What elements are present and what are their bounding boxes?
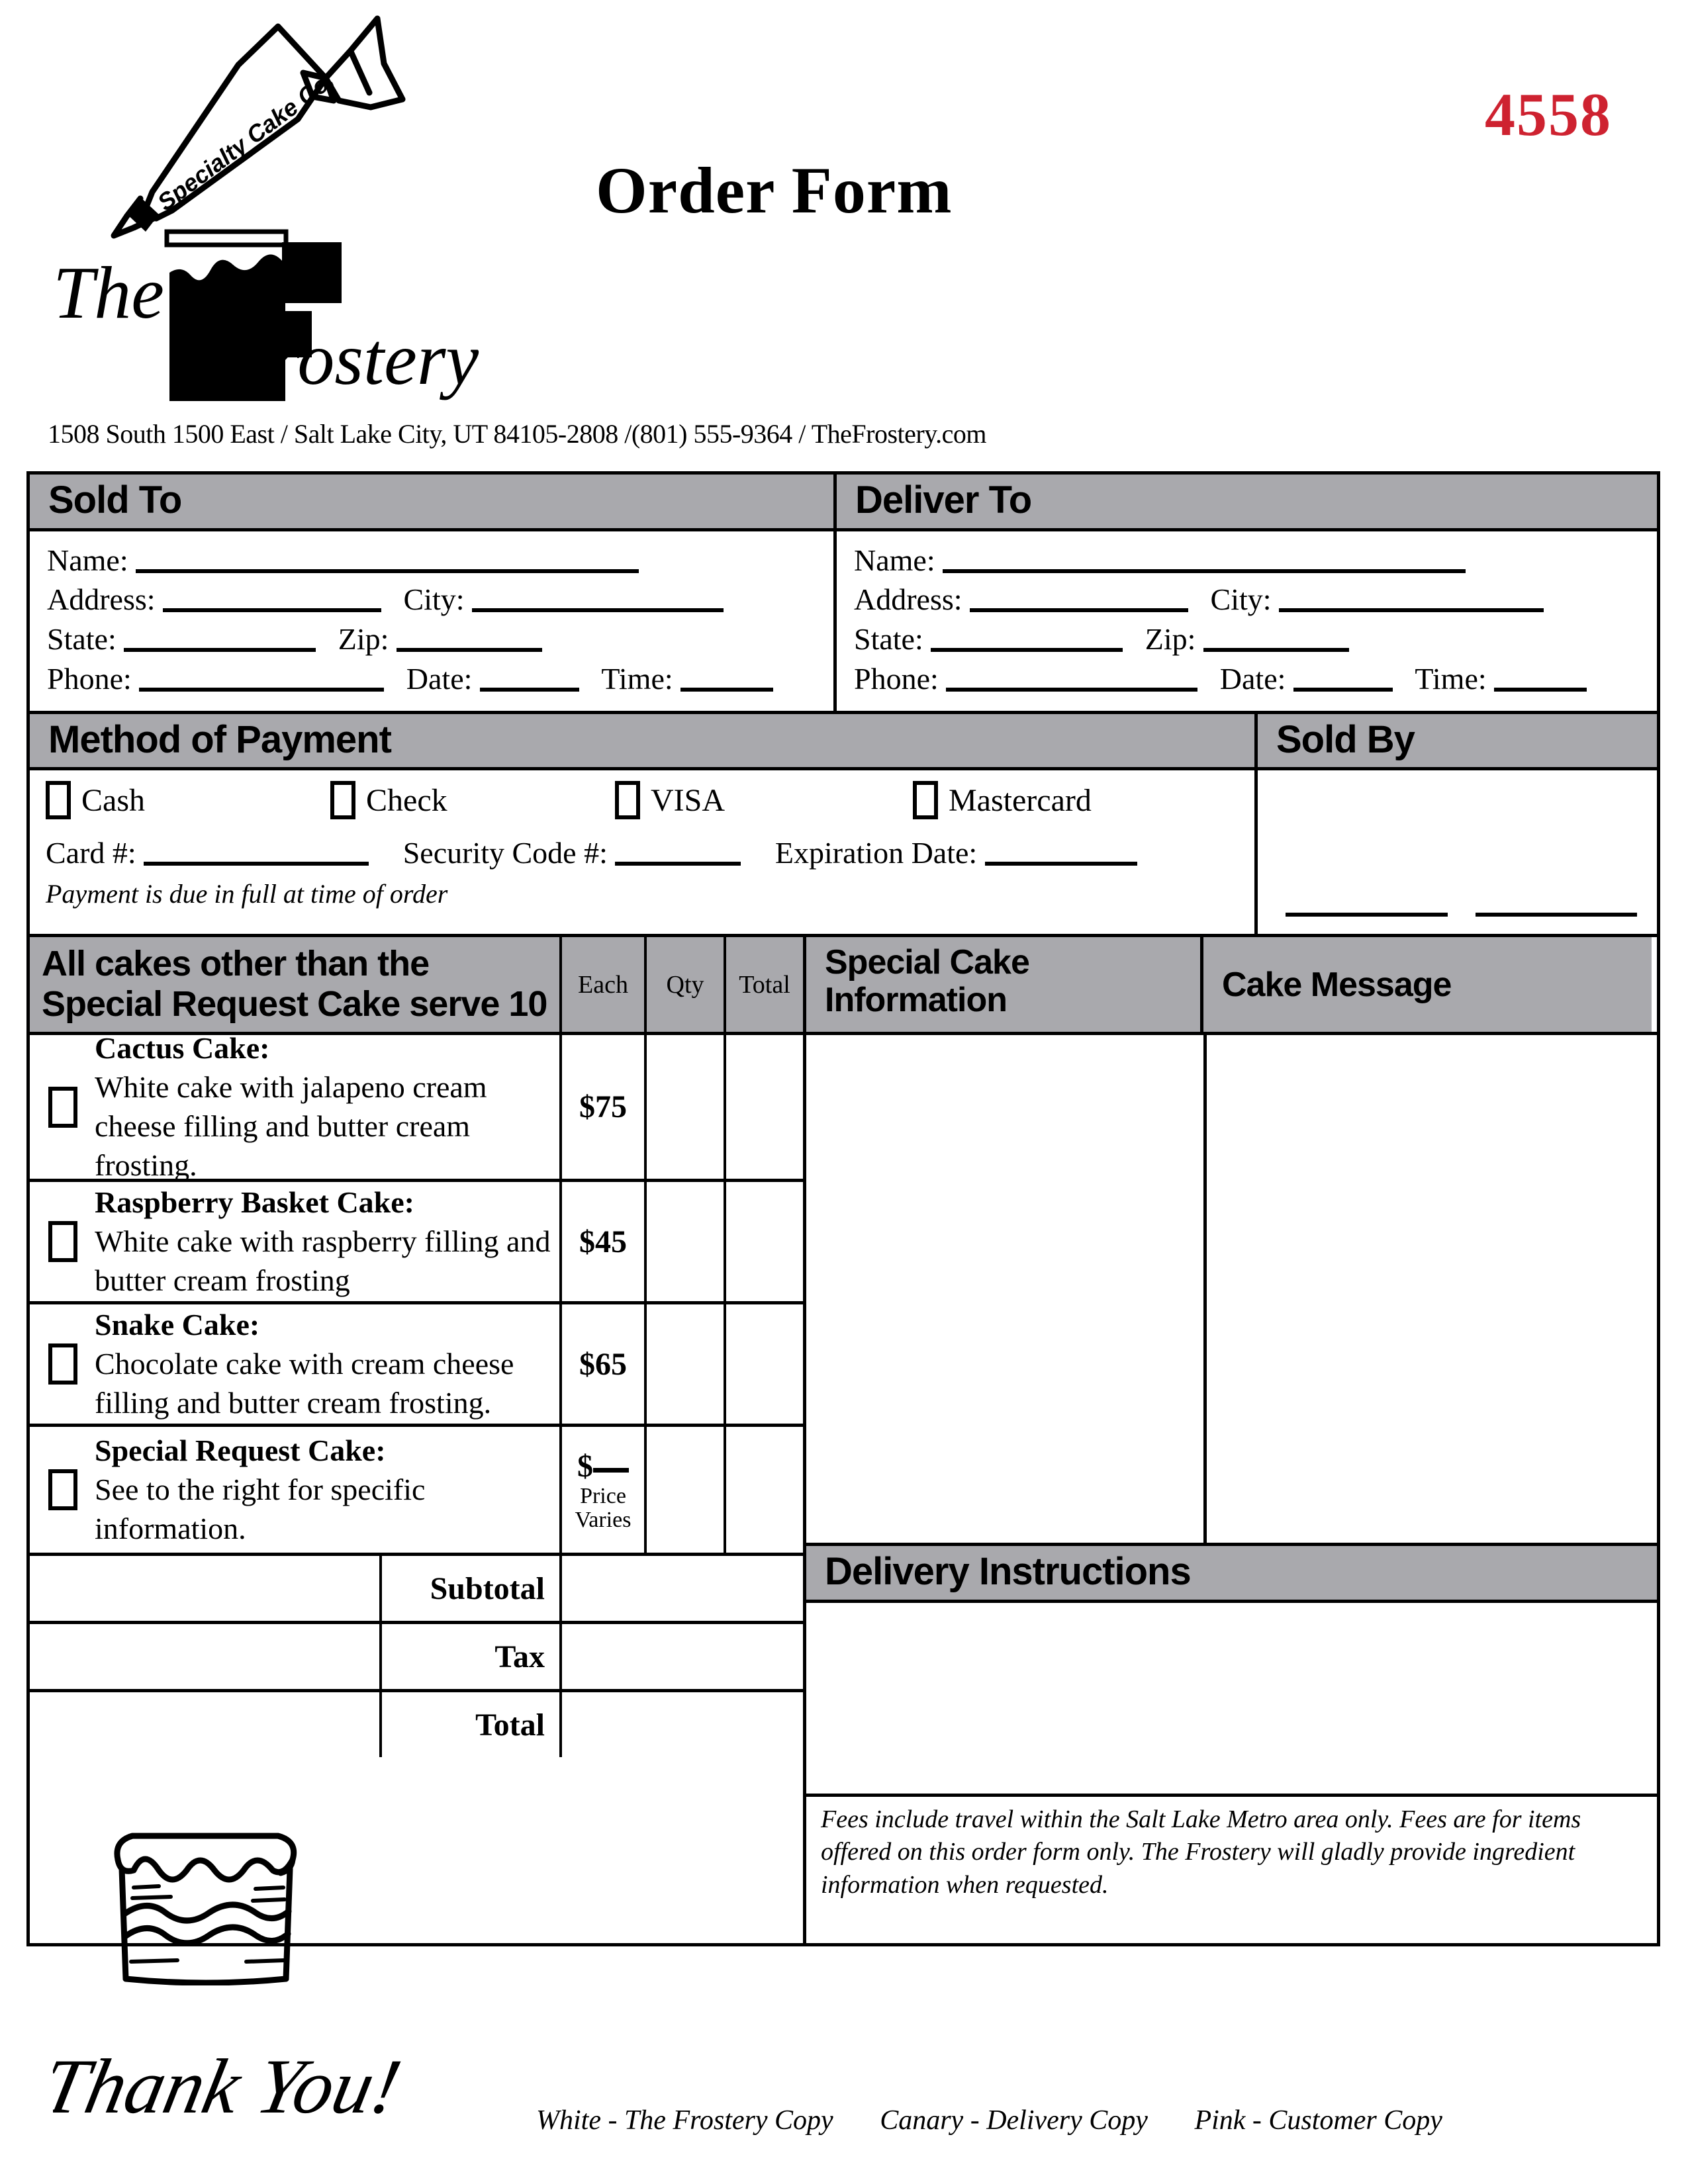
- right-panels-column: [803, 1035, 1657, 1943]
- deliver-to-state-input[interactable]: [931, 648, 1123, 652]
- column-header-qty: Qty: [644, 937, 724, 1032]
- totals-spacer-2: [30, 1624, 379, 1689]
- total-label: Total: [379, 1692, 559, 1757]
- raspberry-basket-cake-checkbox[interactable]: [48, 1221, 77, 1262]
- svg-text:rostery: rostery: [271, 318, 479, 400]
- special-info-line-1: Special Cake: [825, 943, 1029, 982]
- deliver-to-heading: Deliver To: [837, 475, 1657, 528]
- sold-by-body: [1258, 767, 1657, 934]
- customer-section: [30, 475, 1657, 711]
- sold-to-time-label: Time:: [601, 662, 673, 696]
- sold-to-state-label: State:: [47, 622, 117, 657]
- subtotal-value[interactable]: [559, 1556, 803, 1621]
- check-label: Check: [366, 782, 447, 818]
- order-number: 4558: [1485, 81, 1612, 148]
- delivery-instructions-area[interactable]: [806, 1600, 1657, 1794]
- subtotal-row: [30, 1556, 803, 1621]
- deliver-to-fields: [837, 528, 1657, 711]
- cake-row-4-desc: [30, 1427, 559, 1553]
- cash-label: Cash: [81, 782, 145, 818]
- serve-note-line-1: All cakes other than the: [42, 944, 430, 984]
- cake-row-2-qty[interactable]: [644, 1182, 724, 1301]
- sold-to-address-input[interactable]: [163, 608, 381, 612]
- cake-row-4-total[interactable]: [724, 1427, 803, 1553]
- deliver-to-time-label: Time:: [1415, 662, 1487, 696]
- deliver-to-date-input[interactable]: [1293, 688, 1393, 692]
- cactus-cake-checkbox[interactable]: [48, 1087, 77, 1128]
- table-row[interactable]: [30, 1424, 803, 1553]
- sold-by-line-1[interactable]: [1286, 910, 1448, 917]
- subtotal-label: Subtotal: [379, 1556, 559, 1621]
- payment-heading: Method of Payment: [30, 714, 1254, 768]
- deliver-to-phone-input[interactable]: [946, 688, 1197, 692]
- deliver-to-name-label: Name:: [854, 543, 935, 577]
- frostery-logo: [40, 0, 543, 424]
- special-request-cake-checkbox[interactable]: [48, 1469, 77, 1510]
- payment-option-visa[interactable]: [615, 781, 913, 819]
- card-detail-row: [46, 835, 1239, 870]
- sold-to-address-label: Address:: [47, 582, 156, 617]
- totals-block: [30, 1553, 803, 1757]
- deliver-to-city-label: City:: [1210, 582, 1272, 617]
- table-row[interactable]: [30, 1301, 803, 1424]
- deliver-to-zip-label: Zip:: [1145, 622, 1196, 657]
- totals-spacer-1: [30, 1556, 379, 1621]
- sold-by-heading: Sold By: [1258, 714, 1657, 768]
- special-cake-info-heading: [803, 937, 1200, 1032]
- sold-to-name-input[interactable]: [136, 569, 639, 573]
- layer-cake-illustration: [93, 1813, 318, 1989]
- cake-row-1-description: White cake with jalapeno cream cheese filling and butter cream frosting.: [95, 1070, 487, 1182]
- sold-to-zip-input[interactable]: [397, 648, 542, 652]
- cake-row-2-name: Raspberry Basket Cake:: [95, 1185, 414, 1220]
- total-value[interactable]: [559, 1692, 803, 1757]
- expiration-label: Expiration Date:: [774, 836, 978, 870]
- cake-row-2-description: White cake with raspberry filling and butter cream frosting: [95, 1224, 551, 1297]
- cash-checkbox[interactable]: [46, 781, 71, 819]
- deliver-to-zip-input[interactable]: [1203, 648, 1349, 652]
- cake-table-header: [30, 934, 1657, 1032]
- payment-option-cash[interactable]: [46, 781, 330, 819]
- sold-to-city-input[interactable]: [472, 608, 724, 612]
- cake-row-2-price: $45: [559, 1182, 644, 1301]
- cake-row-3-total[interactable]: [724, 1304, 803, 1424]
- sold-to-heading: Sold To: [30, 475, 833, 528]
- cake-row-4-description: See to the right for specific information.: [95, 1472, 426, 1545]
- totals-spacer-3: [30, 1692, 379, 1757]
- fees-note-area: [806, 1794, 1657, 1943]
- security-code-label: Security Code #:: [402, 836, 608, 870]
- deliver-to-address-input[interactable]: [970, 608, 1188, 612]
- snake-cake-checkbox[interactable]: [48, 1343, 77, 1385]
- mastercard-checkbox[interactable]: [913, 781, 938, 819]
- special-cake-information-area[interactable]: [806, 1035, 1203, 1543]
- payment-option-mastercard[interactable]: [913, 781, 1092, 819]
- copy-canary: Canary - Delivery Copy: [880, 2105, 1148, 2136]
- fees-note: Fees include travel within the Salt Lake Metro area only. Fees are for items offered on this order form only. The Frostery will gladly provide ingredient information when requested.: [821, 1805, 1581, 1899]
- sold-to-city-label: City:: [403, 582, 465, 617]
- cake-row-4-price: [559, 1427, 644, 1553]
- price-varies-line-1: Price: [580, 1484, 626, 1509]
- sold-to-name-label: Name:: [47, 543, 128, 577]
- visa-checkbox[interactable]: [615, 781, 640, 819]
- cake-serve-note: [30, 937, 559, 1032]
- cake-row-3-qty[interactable]: [644, 1304, 724, 1424]
- logo-tagline: Specialty Cake Co.: [152, 66, 340, 216]
- cake-row-4-price-symbol: $: [577, 1449, 593, 1484]
- tax-label: Tax: [379, 1624, 559, 1689]
- cake-message-heading: Cake Message: [1200, 937, 1652, 1032]
- page-title: Order Form: [596, 154, 953, 227]
- tax-row: [30, 1621, 803, 1689]
- svg-text:The: The: [53, 252, 164, 334]
- company-address: 1508 South 1500 East / Salt Lake City, UT 84105-2808 /(801) 555-9364 / TheFrostery.com: [48, 419, 986, 449]
- mastercard-label: Mastercard: [949, 782, 1092, 818]
- deliver-to-city-input[interactable]: [1279, 608, 1544, 612]
- cake-row-1-total[interactable]: [724, 1035, 803, 1179]
- sold-to-state-input[interactable]: [124, 648, 316, 652]
- payment-block: [30, 714, 1254, 934]
- payment-section: [30, 711, 1657, 934]
- delivery-instructions-heading: Delivery Instructions: [806, 1543, 1657, 1600]
- copy-white: White - The Frostery Copy: [536, 2105, 833, 2136]
- cake-message-area[interactable]: [1203, 1035, 1655, 1543]
- price-varies-line-2: Varies: [575, 1507, 632, 1532]
- deliver-to-address-label: Address:: [854, 582, 962, 617]
- card-number-input[interactable]: [144, 862, 369, 866]
- form-header: [0, 0, 1688, 463]
- security-code-input[interactable]: [615, 862, 741, 866]
- form-body: [26, 471, 1660, 1946]
- payment-option-check[interactable]: [330, 781, 615, 819]
- table-row[interactable]: [30, 1179, 803, 1301]
- payment-options: [46, 781, 1239, 819]
- sold-by-line-2[interactable]: [1476, 910, 1638, 917]
- sold-to-phone-input[interactable]: [139, 688, 384, 692]
- column-header-total: Total: [724, 937, 803, 1032]
- cake-row-4-name: Special Request Cake:: [95, 1433, 386, 1468]
- copy-pink: Pink - Customer Copy: [1194, 2105, 1442, 2136]
- sold-to-zip-label: Zip:: [338, 622, 389, 657]
- deliver-to-date-label: Date:: [1219, 662, 1286, 696]
- cake-row-3-desc: [30, 1304, 559, 1424]
- sold-by-signature-lines: [1286, 910, 1637, 917]
- serve-note-line-2: Special Request Cake serve 10: [42, 983, 547, 1024]
- copy-designations: [536, 2105, 1442, 2136]
- cake-items-section: [30, 1032, 1657, 1943]
- sold-to-time-input[interactable]: [680, 688, 773, 692]
- payment-due-note: Payment is due in full at time of order: [46, 879, 448, 909]
- sold-to-date-label: Date:: [406, 662, 473, 696]
- cake-row-3-description: Chocolate cake with cream cheese filling and butter cream frosting.: [95, 1346, 514, 1420]
- visa-label: VISA: [651, 782, 726, 818]
- cake-row-3-name: Snake Cake:: [95, 1308, 260, 1342]
- sold-to-fields: [30, 528, 833, 711]
- sold-to-block: [30, 475, 833, 711]
- deliver-to-phone-label: Phone:: [854, 662, 939, 696]
- tax-value[interactable]: [559, 1624, 803, 1689]
- deliver-to-time-input[interactable]: [1494, 688, 1587, 692]
- table-row[interactable]: [30, 1031, 803, 1182]
- thank-you-text: [53, 2019, 477, 2148]
- deliver-to-block: [833, 475, 1657, 711]
- total-row: [30, 1689, 803, 1757]
- special-and-message-panels: [806, 1035, 1657, 1543]
- form-footer: [0, 2019, 1688, 2184]
- cake-row-2-total[interactable]: [724, 1182, 803, 1301]
- special-price-input[interactable]: [593, 1465, 629, 1473]
- cake-row-4-qty[interactable]: [644, 1427, 724, 1553]
- cake-row-1-desc: [30, 1031, 559, 1182]
- cake-row-2-desc: [30, 1182, 559, 1301]
- sold-to-phone-label: Phone:: [47, 662, 132, 696]
- cake-row-1-qty[interactable]: [644, 1035, 724, 1179]
- svg-text:Thank You!: Thank You!: [53, 2043, 408, 2130]
- sold-to-date-input[interactable]: [480, 688, 579, 692]
- expiration-input[interactable]: [985, 862, 1137, 866]
- cake-items-column: [30, 1031, 803, 1943]
- cake-row-1-price: $75: [559, 1035, 644, 1179]
- deliver-to-name-input[interactable]: [943, 569, 1466, 573]
- check-checkbox[interactable]: [330, 781, 355, 819]
- deliver-to-state-label: State:: [854, 622, 923, 657]
- payment-body: [30, 767, 1254, 916]
- cake-row-1-name: Cactus Cake:: [95, 1031, 270, 1066]
- column-header-each: Each: [559, 937, 644, 1032]
- card-number-label: Card #:: [46, 836, 136, 870]
- special-info-line-2: Information: [825, 980, 1007, 1019]
- cake-row-3-price: $65: [559, 1304, 644, 1424]
- sold-by-block: [1254, 714, 1657, 934]
